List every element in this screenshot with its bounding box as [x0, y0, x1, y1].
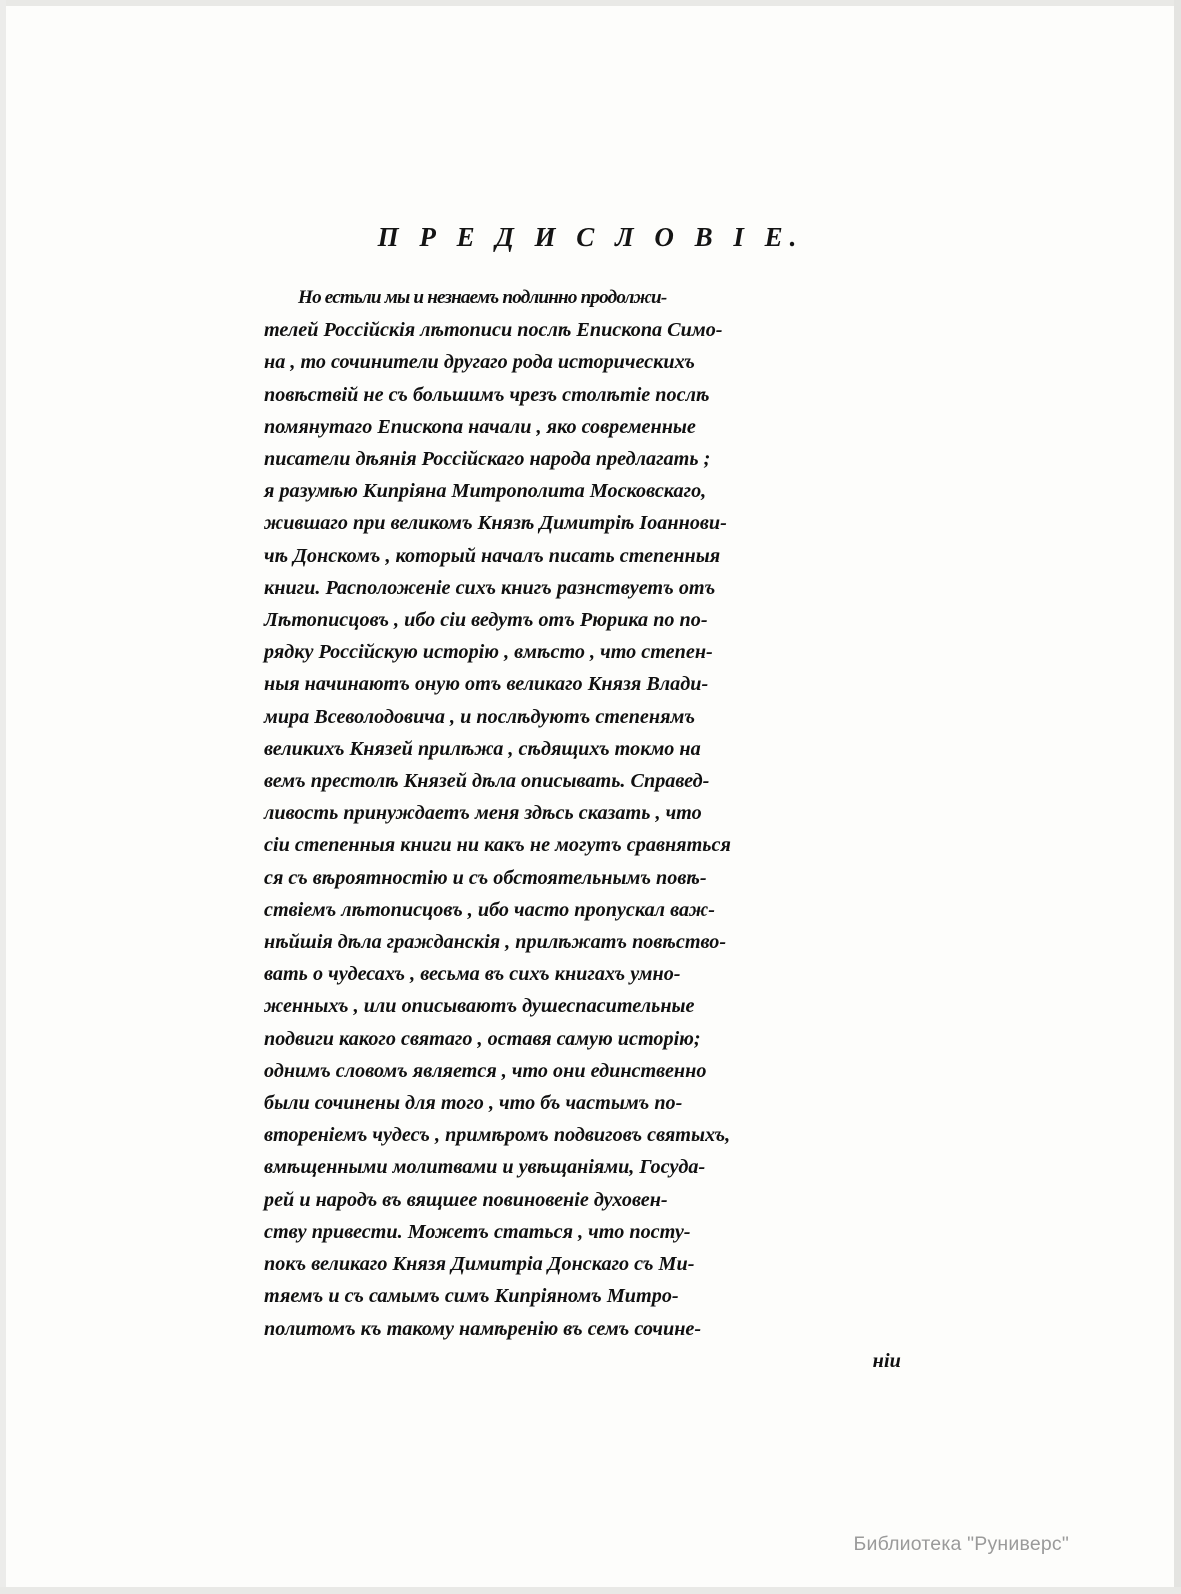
text-line: телей Россійскія лѣтописи послѣ Епископа Симо- — [264, 319, 723, 342]
text-line: книги. Расположеніе сихъ книгъ разнствуетъ отъ — [264, 576, 716, 599]
text-line: втореніемъ чудесъ , примѣромъ подвиговъ святыхъ, — [264, 1124, 731, 1147]
text-line: тяемъ и съ самымъ симъ Кипріяномъ Митро- — [264, 1285, 679, 1308]
text-line: ся съ вѣроятностію и съ обстоятельнымъ повѣ- — [264, 866, 707, 889]
catchword: ніи — [872, 1349, 901, 1372]
text-line: вемъ престолѣ Князей дѣла описывать. Справед- — [264, 770, 710, 793]
text-line: ству привести. Можетъ статься , что посту- — [264, 1220, 691, 1243]
scan-edge-bottom — [0, 1587, 1181, 1594]
text-line: на , то сочинители другаго рода историческихъ — [264, 351, 695, 374]
text-line: подвиги какого святаго , оставя самую исторію; — [264, 1027, 701, 1050]
text-line: мира Всеволодовича , и послѣдуютъ степенямъ — [264, 705, 695, 728]
text-line: великихъ Князей прилѣжа , сѣдящихъ токмо на — [264, 737, 701, 760]
text-line: женныхъ , или описываютъ душеспасительные — [264, 995, 695, 1018]
text-line: вмѣщенными молитвами и увѣщаніями, Госуда- — [264, 1156, 706, 1179]
text-line: рядку Россійскую исторію , вмѣсто , что степен- — [264, 641, 713, 664]
text-line: помянутаго Епископа начали , яко современные — [264, 415, 696, 438]
text-line: писатели дѣянія Россійскаго народа предлагать ; — [264, 448, 711, 471]
text-line: однимъ словомъ является , что они единственно — [264, 1059, 707, 1082]
text-line: жившаго при великомъ Князѣ Димитріѣ Іоаннови- — [264, 512, 727, 535]
text-line: чѣ Донскомъ , который началъ писать степенныя — [264, 544, 721, 567]
text-line: покъ великаго Князя Димитріа Донскаго съ Ми- — [264, 1253, 695, 1276]
text-line: Лѣтописцовъ , ибо сіи ведутъ отъ Рюрика по по- — [264, 609, 708, 632]
text-line: ныя начинаютъ оную отъ великаго Князя Влади- — [264, 673, 709, 696]
text-line: сіи степенныя книги ни какъ не могутъ сравняться — [264, 834, 731, 857]
scan-edge-top — [0, 0, 1181, 6]
library-watermark: Библиотека "Руниверс" — [853, 1533, 1069, 1555]
text-line: нѣйшія дѣла гражданскія , прилѣжатъ повѣство- — [264, 931, 727, 954]
text-line: ливость принуждаетъ меня здѣсь сказать , что — [264, 802, 702, 825]
text-line: Но естьли мы и незнаемъ подлинно продолжи- — [298, 287, 667, 308]
text-line: я разумѣю Кипріяна Митрополита Московскаго, — [264, 480, 707, 503]
text-line: политомъ къ такому намѣренію въ семъ сочине- — [264, 1317, 702, 1340]
text-line: повѣствій не съ большимъ чрезъ столѣтіе послѣ — [264, 383, 710, 406]
text-line: были сочинены для того , что бъ частымъ по- — [264, 1092, 683, 1115]
text-line: ствіемъ лѣтописцовъ , ибо часто пропускал важ- — [264, 898, 715, 921]
text-line: вать о чудесахъ , весьма въ сихъ книгахъ умно- — [264, 963, 681, 986]
text-line: рей и народъ въ вящшее повиновеніе духовен- — [264, 1188, 668, 1211]
page-title: П Р Е Д И С Л О В І Е. — [377, 222, 804, 252]
body-text — [264, 282, 909, 1377]
